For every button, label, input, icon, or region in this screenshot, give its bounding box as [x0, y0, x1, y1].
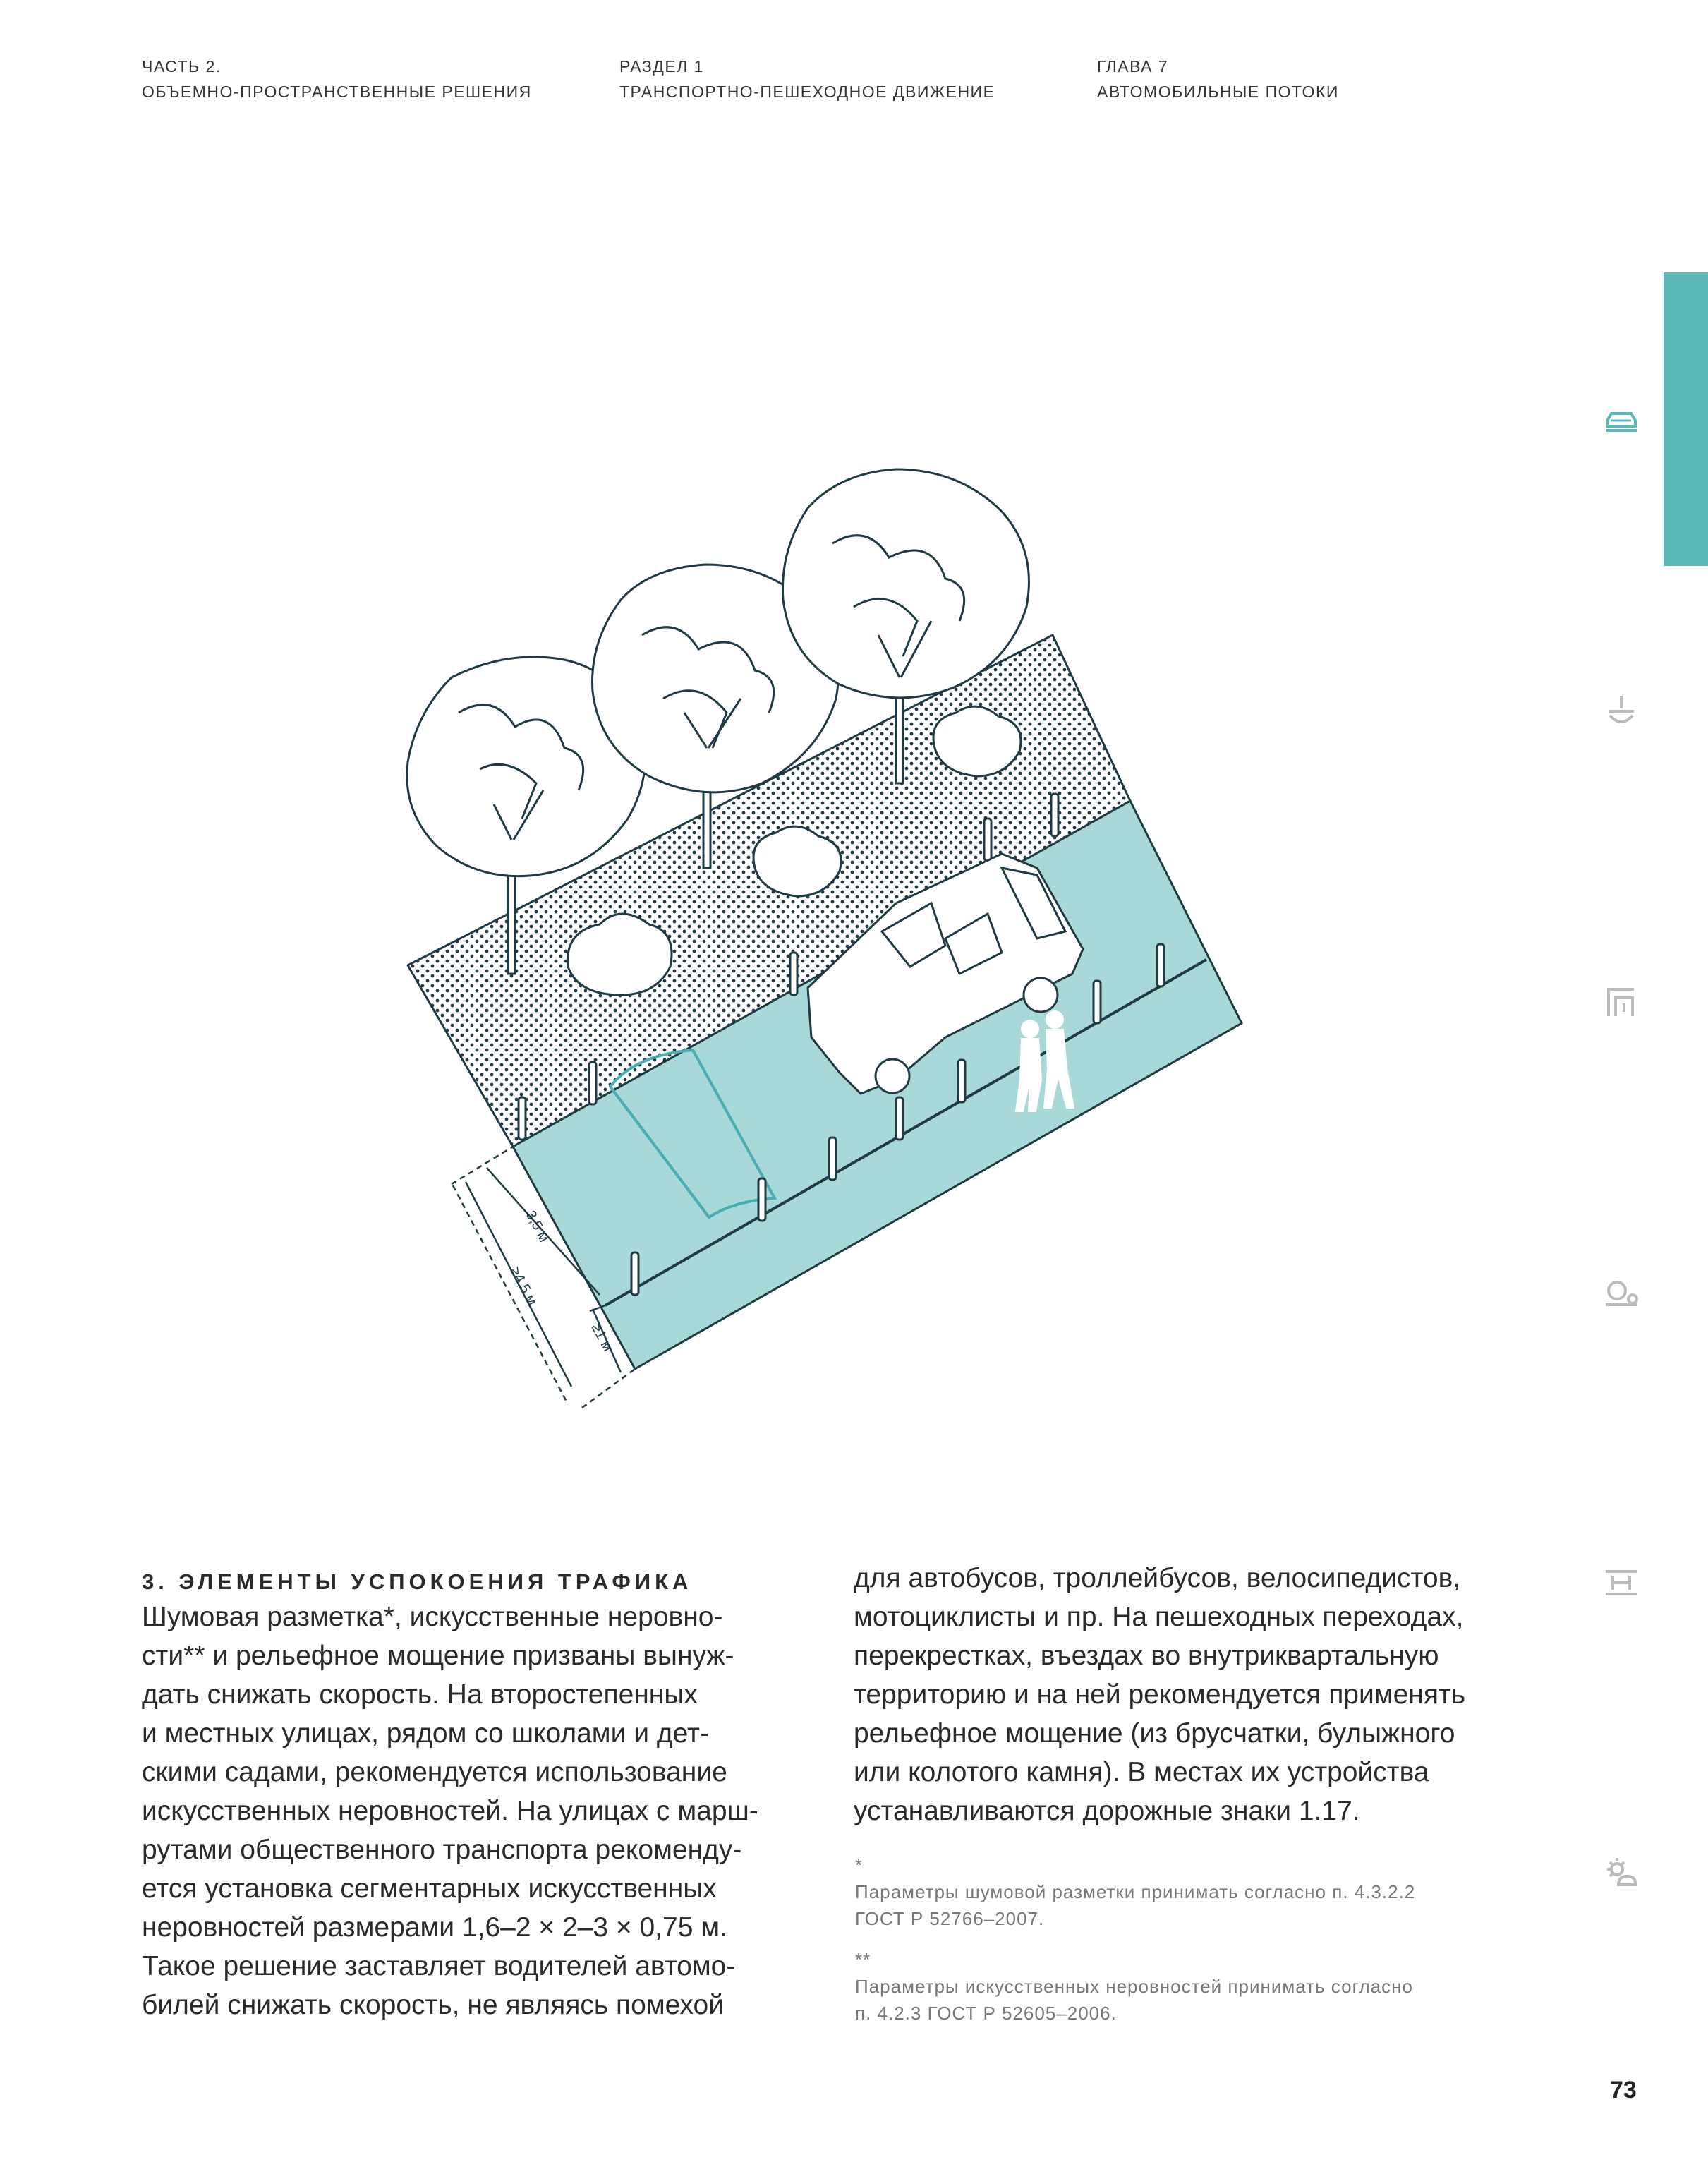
body-line: и местных улицах, рядом со школами и дет- — [142, 1718, 709, 1749]
dim-total-label: ≥4,5 м — [507, 1264, 540, 1308]
footnote-1 — [855, 1852, 1415, 1932]
dim-road-label: 3,5 м — [522, 1208, 552, 1245]
body-line: или колотого камня). В местах их устройства — [854, 1757, 1429, 1787]
chapter-tab-marker — [1664, 272, 1708, 566]
chapter-label: ГЛАВА 7 — [1097, 57, 1169, 76]
street-illustration — [381, 437, 1256, 1425]
body-line: Такое решение заставляет водителей автомо- — [142, 1951, 736, 1981]
body-line: территорию и на ней рекомендуется применять — [854, 1679, 1466, 1710]
body-line: перекрестках, въездах во внутриквартальную — [854, 1641, 1439, 1671]
body-line: ется установка сегментарных искусственных — [142, 1873, 717, 1904]
weather-icon[interactable] — [1601, 1852, 1641, 1892]
body-column-right — [854, 1559, 1465, 1830]
page-number: 73 — [1610, 2077, 1637, 2103]
body-line: рутами общественного транспорта рекоменду- — [142, 1835, 742, 1865]
footnote-line: Параметры шумовой разметки принимать согласно п. 4.3.2.2 — [855, 1881, 1416, 1902]
chapter-title: АВТОМОБИЛЬНЫЕ ПОТОКИ — [1097, 83, 1339, 101]
section-title: ТРАНСПОРТНО-ПЕШЕХОДНОЕ ДВИЖЕНИЕ — [619, 83, 995, 101]
footnote-2 — [855, 1946, 1413, 2027]
part-label: ЧАСТЬ 2. — [142, 57, 222, 76]
pedestrian-icon[interactable] — [1601, 1274, 1641, 1313]
section-label: РАЗДЕЛ 1 — [619, 57, 704, 76]
part-title: ОБЪЕМНО-ПРОСТРАНСТВЕННЫЕ РЕШЕНИЯ — [142, 83, 532, 101]
footnote-line: ГОСТ Р 52766–2007. — [855, 1908, 1045, 1929]
footnote-line: Параметры искусственных неровностей принимать согласно — [855, 1976, 1413, 1997]
building-icon[interactable] — [1601, 981, 1641, 1020]
body-column-left — [142, 1598, 758, 2024]
body-line: устанавливаются дорожные знаки 1.17. — [854, 1796, 1360, 1826]
car-icon[interactable] — [1601, 402, 1641, 442]
bridge-icon[interactable] — [1601, 1563, 1641, 1602]
header-chapter — [1097, 54, 1339, 104]
body-line: рельефное мощение (из брусчатки, булыжного — [854, 1718, 1455, 1749]
footnote-line: п. 4.2.3 ГОСТ Р 52605–2006. — [855, 2003, 1117, 2024]
footnote-mark: ** — [855, 1949, 871, 1970]
body-line: сти** и рельефное мощение призваны вынуж- — [142, 1641, 734, 1671]
body-line: дать снижать скорость. На второстепенных — [142, 1679, 698, 1710]
header-part — [142, 54, 532, 104]
header-section — [619, 54, 995, 104]
footnote-mark: * — [855, 1854, 864, 1876]
body-line: скими садами, рекомендуется использование — [142, 1757, 727, 1787]
body-line: неровностей размерами 1,6–2 × 2–3 × 0,75 м. — [142, 1912, 727, 1943]
body-line: искусственных неровностей. На улицах с марш- — [142, 1796, 758, 1826]
body-line: Шумовая разметка*, искусственные неровно- — [142, 1602, 723, 1632]
section-title: 3. ЭЛЕМЕНТЫ УСПОКОЕНИЯ ТРАФИКА — [142, 1569, 693, 1594]
body-line: билей снижать скорость, не являясь помехой — [142, 1990, 725, 2020]
body-line: для автобусов, троллейбусов, велосипедистов, — [854, 1563, 1461, 1593]
dim-buffer-label: ≥1 м — [588, 1321, 616, 1354]
body-line: мотоциклисты и пр. На пешеходных переходах, — [854, 1602, 1464, 1632]
transit-icon[interactable] — [1601, 692, 1641, 731]
